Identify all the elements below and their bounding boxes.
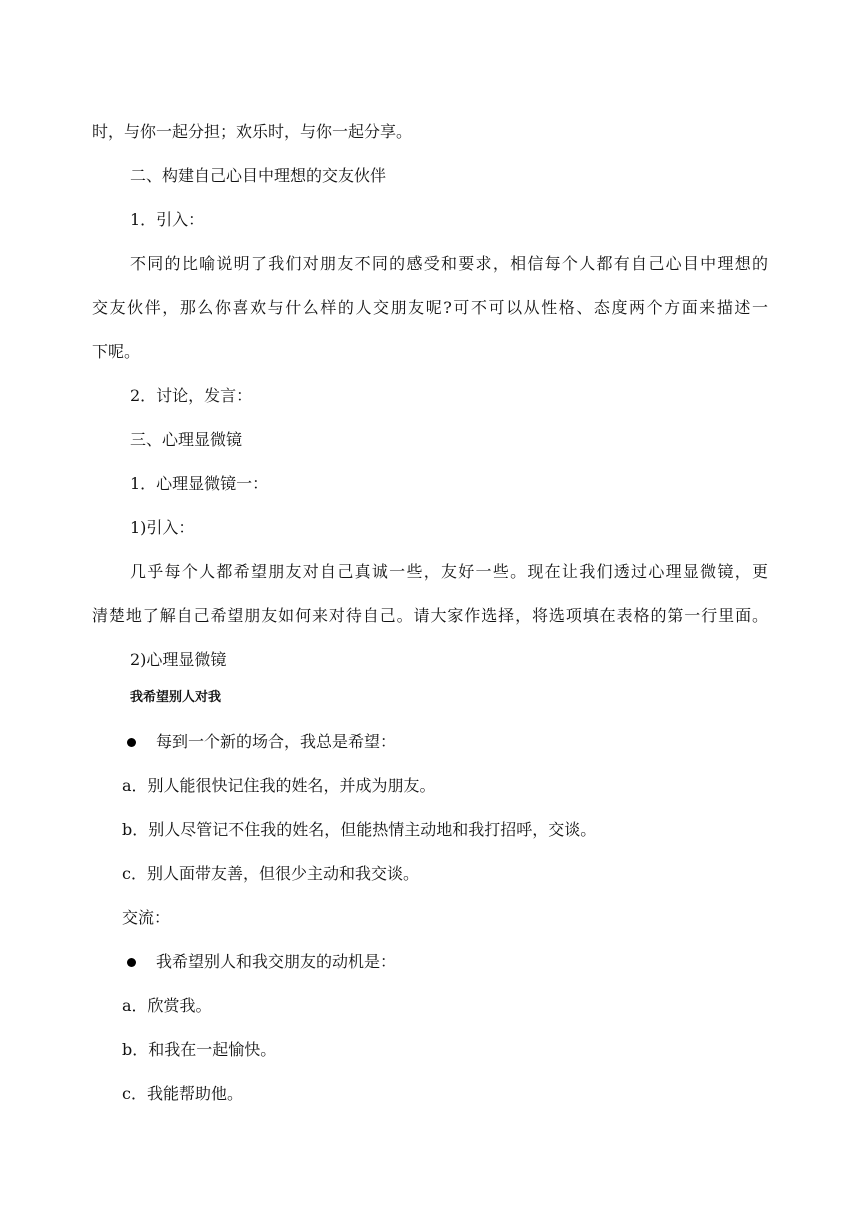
questionnaire-title: 我希望别人对我 [130, 690, 222, 705]
bullet-icon [127, 958, 136, 967]
bullet-icon [127, 738, 136, 747]
paragraph-line: 不同的比喻说明了我们对朋友不同的感受和要求，相信每个人都有自己心目中理想的 [130, 254, 768, 273]
subheading-intro: 1．引入： [130, 210, 205, 229]
paragraph-line: 几乎每个人都希望朋友对自己真诚一些，友好一些。现在让我们透过心理显微镜，更 [130, 562, 768, 581]
question-2-option-c: c．我能帮助他。 [122, 1084, 243, 1103]
subheading-microscope-2: 2)心理显微镜 [130, 650, 227, 669]
paragraph-line: 清楚地了解自己希望朋友如何来对待自己。请大家作选择，将选项填在表格的第一行里面。 [92, 606, 768, 625]
paragraph-line: 交友伙伴，那么你喜欢与什么样的人交朋友呢?可不可以从性格、态度两个方面来描述一 [92, 298, 768, 317]
section-heading-2: 二、构建自己心目中理想的交友伙伴 [130, 166, 387, 185]
section-heading-3: 三、心理显微镜 [130, 430, 243, 449]
question-2-option-b: b．和我在一起愉快。 [122, 1040, 277, 1059]
question-1-option-a: a．别人能很快记住我的姓名，并成为朋友。 [122, 776, 436, 795]
question-1-prompt: 每到一个新的场合，我总是希望： [156, 732, 397, 751]
question-2 [127, 951, 396, 973]
subheading-microscope-1: 1．心理显微镜一： [130, 474, 269, 493]
subheading-discussion: 2．讨论，发言： [130, 386, 253, 405]
exchange-label: 交流： [122, 908, 171, 927]
question-2-prompt: 我希望别人和我交朋友的动机是： [156, 952, 397, 971]
question-1 [127, 731, 396, 753]
paragraph-continuation: 时，与你一起分担；欢乐时，与你一起分享。 [92, 122, 413, 141]
subheading-intro-2: 1)引入： [130, 518, 195, 537]
paragraph-line: 下呢。 [92, 342, 141, 361]
question-1-option-c: c．别人面带友善，但很少主动和我交谈。 [122, 864, 419, 883]
question-1-option-b: b．别人尽管记不住我的姓名，但能热情主动地和我打招呼，交谈。 [122, 820, 597, 839]
question-2-option-a: a．欣赏我。 [122, 996, 212, 1015]
